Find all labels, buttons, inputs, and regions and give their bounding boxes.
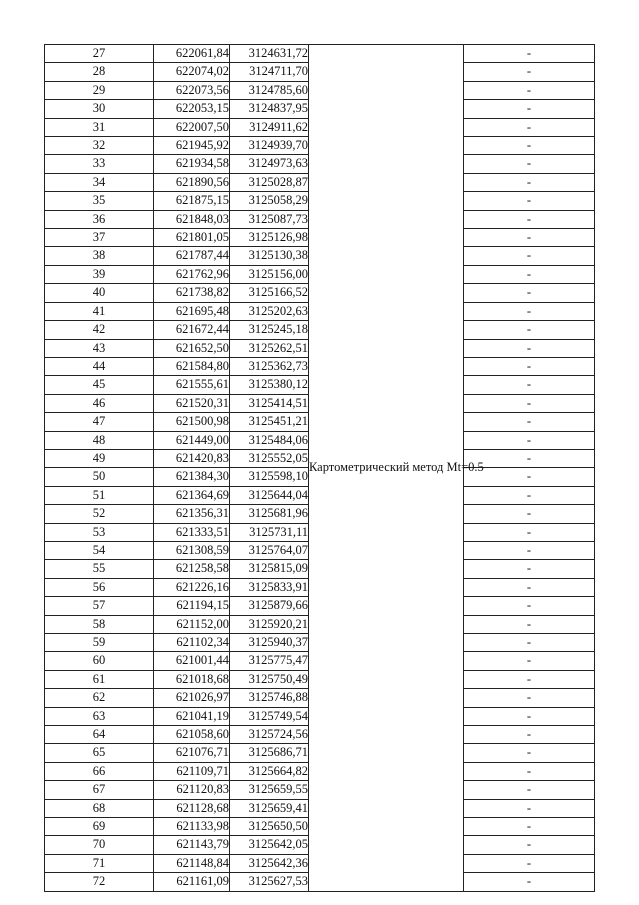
x-coordinate-cell: 621584,80: [154, 357, 230, 375]
y-coordinate-cell: 3124837,95: [230, 100, 309, 118]
y-coordinate-cell: 3125879,66: [230, 597, 309, 615]
x-coordinate-cell: 621143,79: [154, 836, 230, 854]
point-number-cell: 32: [45, 137, 154, 155]
note-cell: -: [464, 652, 595, 670]
x-coordinate-cell: 621194,15: [154, 597, 230, 615]
coordinates-table: [44, 44, 595, 892]
x-coordinate-cell: 622073,56: [154, 81, 230, 99]
note-cell: -: [464, 670, 595, 688]
point-number-cell: 59: [45, 634, 154, 652]
point-number-cell: 55: [45, 560, 154, 578]
note-cell: -: [464, 523, 595, 541]
note-cell: -: [464, 302, 595, 320]
point-number-cell: 46: [45, 394, 154, 412]
y-coordinate-cell: 3125262,51: [230, 339, 309, 357]
note-cell: -: [464, 321, 595, 339]
note-cell: -: [464, 394, 595, 412]
note-cell: -: [464, 431, 595, 449]
x-coordinate-cell: 621041,19: [154, 707, 230, 725]
y-coordinate-cell: 3125414,51: [230, 394, 309, 412]
point-number-cell: 65: [45, 744, 154, 762]
note-cell: -: [464, 265, 595, 283]
point-number-cell: 31: [45, 118, 154, 136]
y-coordinate-cell: 3125746,88: [230, 689, 309, 707]
y-coordinate-cell: 3124711,70: [230, 63, 309, 81]
note-cell: -: [464, 357, 595, 375]
x-coordinate-cell: 622074,02: [154, 63, 230, 81]
note-cell: -: [464, 63, 595, 81]
point-number-cell: 60: [45, 652, 154, 670]
x-coordinate-cell: 621801,05: [154, 229, 230, 247]
x-coordinate-cell: 621128,68: [154, 799, 230, 817]
y-coordinate-cell: 3125642,36: [230, 854, 309, 872]
y-coordinate-cell: 3125749,54: [230, 707, 309, 725]
note-cell: -: [464, 468, 595, 486]
note-cell: -: [464, 726, 595, 744]
y-coordinate-cell: 3124785,60: [230, 81, 309, 99]
point-number-cell: 58: [45, 615, 154, 633]
point-number-cell: 53: [45, 523, 154, 541]
y-coordinate-cell: 3125451,21: [230, 413, 309, 431]
y-coordinate-cell: 3125166,52: [230, 284, 309, 302]
point-number-cell: 54: [45, 541, 154, 559]
y-coordinate-cell: 3124631,72: [230, 45, 309, 63]
y-coordinate-cell: 3125664,82: [230, 762, 309, 780]
x-coordinate-cell: 621384,30: [154, 468, 230, 486]
x-coordinate-cell: 621520,31: [154, 394, 230, 412]
x-coordinate-cell: 621120,83: [154, 781, 230, 799]
x-coordinate-cell: 621672,44: [154, 321, 230, 339]
x-coordinate-cell: 621226,16: [154, 578, 230, 596]
x-coordinate-cell: 621762,96: [154, 265, 230, 283]
y-coordinate-cell: 3125750,49: [230, 670, 309, 688]
point-number-cell: 62: [45, 689, 154, 707]
x-coordinate-cell: 621161,09: [154, 873, 230, 891]
y-coordinate-cell: 3125028,87: [230, 173, 309, 191]
note-cell: -: [464, 376, 595, 394]
y-coordinate-cell: 3125087,73: [230, 210, 309, 228]
point-number-cell: 67: [45, 781, 154, 799]
table-body: [45, 45, 595, 892]
x-coordinate-cell: 621500,98: [154, 413, 230, 431]
note-cell: -: [464, 486, 595, 504]
note-cell: -: [464, 173, 595, 191]
point-number-cell: 36: [45, 210, 154, 228]
point-number-cell: 72: [45, 873, 154, 891]
note-cell: -: [464, 155, 595, 173]
x-coordinate-cell: 621890,56: [154, 173, 230, 191]
y-coordinate-cell: 3124973,63: [230, 155, 309, 173]
point-number-cell: 51: [45, 486, 154, 504]
x-coordinate-cell: 621133,98: [154, 818, 230, 836]
note-cell: -: [464, 744, 595, 762]
x-coordinate-cell: 621026,97: [154, 689, 230, 707]
point-number-cell: 43: [45, 339, 154, 357]
x-coordinate-cell: 621652,50: [154, 339, 230, 357]
y-coordinate-cell: 3125724,56: [230, 726, 309, 744]
note-cell: -: [464, 541, 595, 559]
note-cell: -: [464, 505, 595, 523]
note-cell: -: [464, 818, 595, 836]
y-coordinate-cell: 3124911,62: [230, 118, 309, 136]
y-coordinate-cell: 3125362,73: [230, 357, 309, 375]
note-cell: -: [464, 634, 595, 652]
x-coordinate-cell: 621848,03: [154, 210, 230, 228]
note-cell: -: [464, 137, 595, 155]
x-coordinate-cell: 621875,15: [154, 192, 230, 210]
x-coordinate-cell: 621945,92: [154, 137, 230, 155]
y-coordinate-cell: 3125058,29: [230, 192, 309, 210]
x-coordinate-cell: 621449,00: [154, 431, 230, 449]
point-number-cell: 49: [45, 449, 154, 467]
point-number-cell: 64: [45, 726, 154, 744]
x-coordinate-cell: 621001,44: [154, 652, 230, 670]
method-cell: Картометрический метод Mt=0.5: [309, 45, 464, 892]
x-coordinate-cell: 621152,00: [154, 615, 230, 633]
note-cell: -: [464, 707, 595, 725]
point-number-cell: 48: [45, 431, 154, 449]
y-coordinate-cell: 3125126,98: [230, 229, 309, 247]
y-coordinate-cell: 3125659,41: [230, 799, 309, 817]
y-coordinate-cell: 3124939,70: [230, 137, 309, 155]
x-coordinate-cell: 621333,51: [154, 523, 230, 541]
note-cell: -: [464, 560, 595, 578]
x-coordinate-cell: 621555,61: [154, 376, 230, 394]
note-cell: -: [464, 229, 595, 247]
note-cell: -: [464, 210, 595, 228]
x-coordinate-cell: 621058,60: [154, 726, 230, 744]
point-number-cell: 69: [45, 818, 154, 836]
point-number-cell: 28: [45, 63, 154, 81]
x-coordinate-cell: 621076,71: [154, 744, 230, 762]
note-cell: -: [464, 799, 595, 817]
point-number-cell: 40: [45, 284, 154, 302]
y-coordinate-cell: 3125245,18: [230, 321, 309, 339]
note-cell: -: [464, 762, 595, 780]
note-cell: -: [464, 118, 595, 136]
y-coordinate-cell: 3125202,63: [230, 302, 309, 320]
y-coordinate-cell: 3125686,71: [230, 744, 309, 762]
y-coordinate-cell: 3125681,96: [230, 505, 309, 523]
note-cell: -: [464, 836, 595, 854]
x-coordinate-cell: 621148,84: [154, 854, 230, 872]
y-coordinate-cell: 3125484,06: [230, 431, 309, 449]
note-cell: -: [464, 81, 595, 99]
note-cell: -: [464, 284, 595, 302]
x-coordinate-cell: 621364,69: [154, 486, 230, 504]
point-number-cell: 61: [45, 670, 154, 688]
note-cell: -: [464, 100, 595, 118]
y-coordinate-cell: 3125920,21: [230, 615, 309, 633]
y-coordinate-cell: 3125552,05: [230, 449, 309, 467]
point-number-cell: 34: [45, 173, 154, 191]
note-cell: -: [464, 339, 595, 357]
x-coordinate-cell: 622053,15: [154, 100, 230, 118]
note-cell: -: [464, 247, 595, 265]
point-number-cell: 30: [45, 100, 154, 118]
y-coordinate-cell: 3125380,12: [230, 376, 309, 394]
y-coordinate-cell: 3125130,38: [230, 247, 309, 265]
point-number-cell: 27: [45, 45, 154, 63]
note-cell: -: [464, 578, 595, 596]
y-coordinate-cell: 3125156,00: [230, 265, 309, 283]
note-cell: -: [464, 192, 595, 210]
y-coordinate-cell: 3125764,07: [230, 541, 309, 559]
point-number-cell: 37: [45, 229, 154, 247]
point-number-cell: 47: [45, 413, 154, 431]
point-number-cell: 44: [45, 357, 154, 375]
x-coordinate-cell: 621787,44: [154, 247, 230, 265]
table-row: [45, 45, 595, 63]
x-coordinate-cell: 621308,59: [154, 541, 230, 559]
y-coordinate-cell: 3125642,05: [230, 836, 309, 854]
point-number-cell: 35: [45, 192, 154, 210]
point-number-cell: 45: [45, 376, 154, 394]
note-cell: -: [464, 854, 595, 872]
note-cell: -: [464, 413, 595, 431]
x-coordinate-cell: 622061,84: [154, 45, 230, 63]
point-number-cell: 57: [45, 597, 154, 615]
y-coordinate-cell: 3125598,10: [230, 468, 309, 486]
point-number-cell: 71: [45, 854, 154, 872]
y-coordinate-cell: 3125659,55: [230, 781, 309, 799]
point-number-cell: 29: [45, 81, 154, 99]
y-coordinate-cell: 3125815,09: [230, 560, 309, 578]
point-number-cell: 41: [45, 302, 154, 320]
x-coordinate-cell: 621109,71: [154, 762, 230, 780]
point-number-cell: 56: [45, 578, 154, 596]
y-coordinate-cell: 3125627,53: [230, 873, 309, 891]
x-coordinate-cell: 621738,82: [154, 284, 230, 302]
note-cell: -: [464, 781, 595, 799]
y-coordinate-cell: 3125644,04: [230, 486, 309, 504]
x-coordinate-cell: 621258,58: [154, 560, 230, 578]
note-cell: -: [464, 45, 595, 63]
point-number-cell: 33: [45, 155, 154, 173]
y-coordinate-cell: 3125833,91: [230, 578, 309, 596]
note-cell: -: [464, 873, 595, 891]
point-number-cell: 70: [45, 836, 154, 854]
x-coordinate-cell: 621420,83: [154, 449, 230, 467]
point-number-cell: 50: [45, 468, 154, 486]
point-number-cell: 63: [45, 707, 154, 725]
point-number-cell: 38: [45, 247, 154, 265]
x-coordinate-cell: 621356,31: [154, 505, 230, 523]
point-number-cell: 66: [45, 762, 154, 780]
x-coordinate-cell: 621102,34: [154, 634, 230, 652]
y-coordinate-cell: 3125775,47: [230, 652, 309, 670]
y-coordinate-cell: 3125940,37: [230, 634, 309, 652]
note-cell: -: [464, 689, 595, 707]
y-coordinate-cell: 3125731,11: [230, 523, 309, 541]
point-number-cell: 42: [45, 321, 154, 339]
note-cell: -: [464, 597, 595, 615]
x-coordinate-cell: 621934,58: [154, 155, 230, 173]
y-coordinate-cell: 3125650,50: [230, 818, 309, 836]
note-cell: -: [464, 449, 595, 467]
x-coordinate-cell: 621018,68: [154, 670, 230, 688]
point-number-cell: 39: [45, 265, 154, 283]
note-cell: -: [464, 615, 595, 633]
x-coordinate-cell: 621695,48: [154, 302, 230, 320]
point-number-cell: 68: [45, 799, 154, 817]
point-number-cell: 52: [45, 505, 154, 523]
x-coordinate-cell: 622007,50: [154, 118, 230, 136]
